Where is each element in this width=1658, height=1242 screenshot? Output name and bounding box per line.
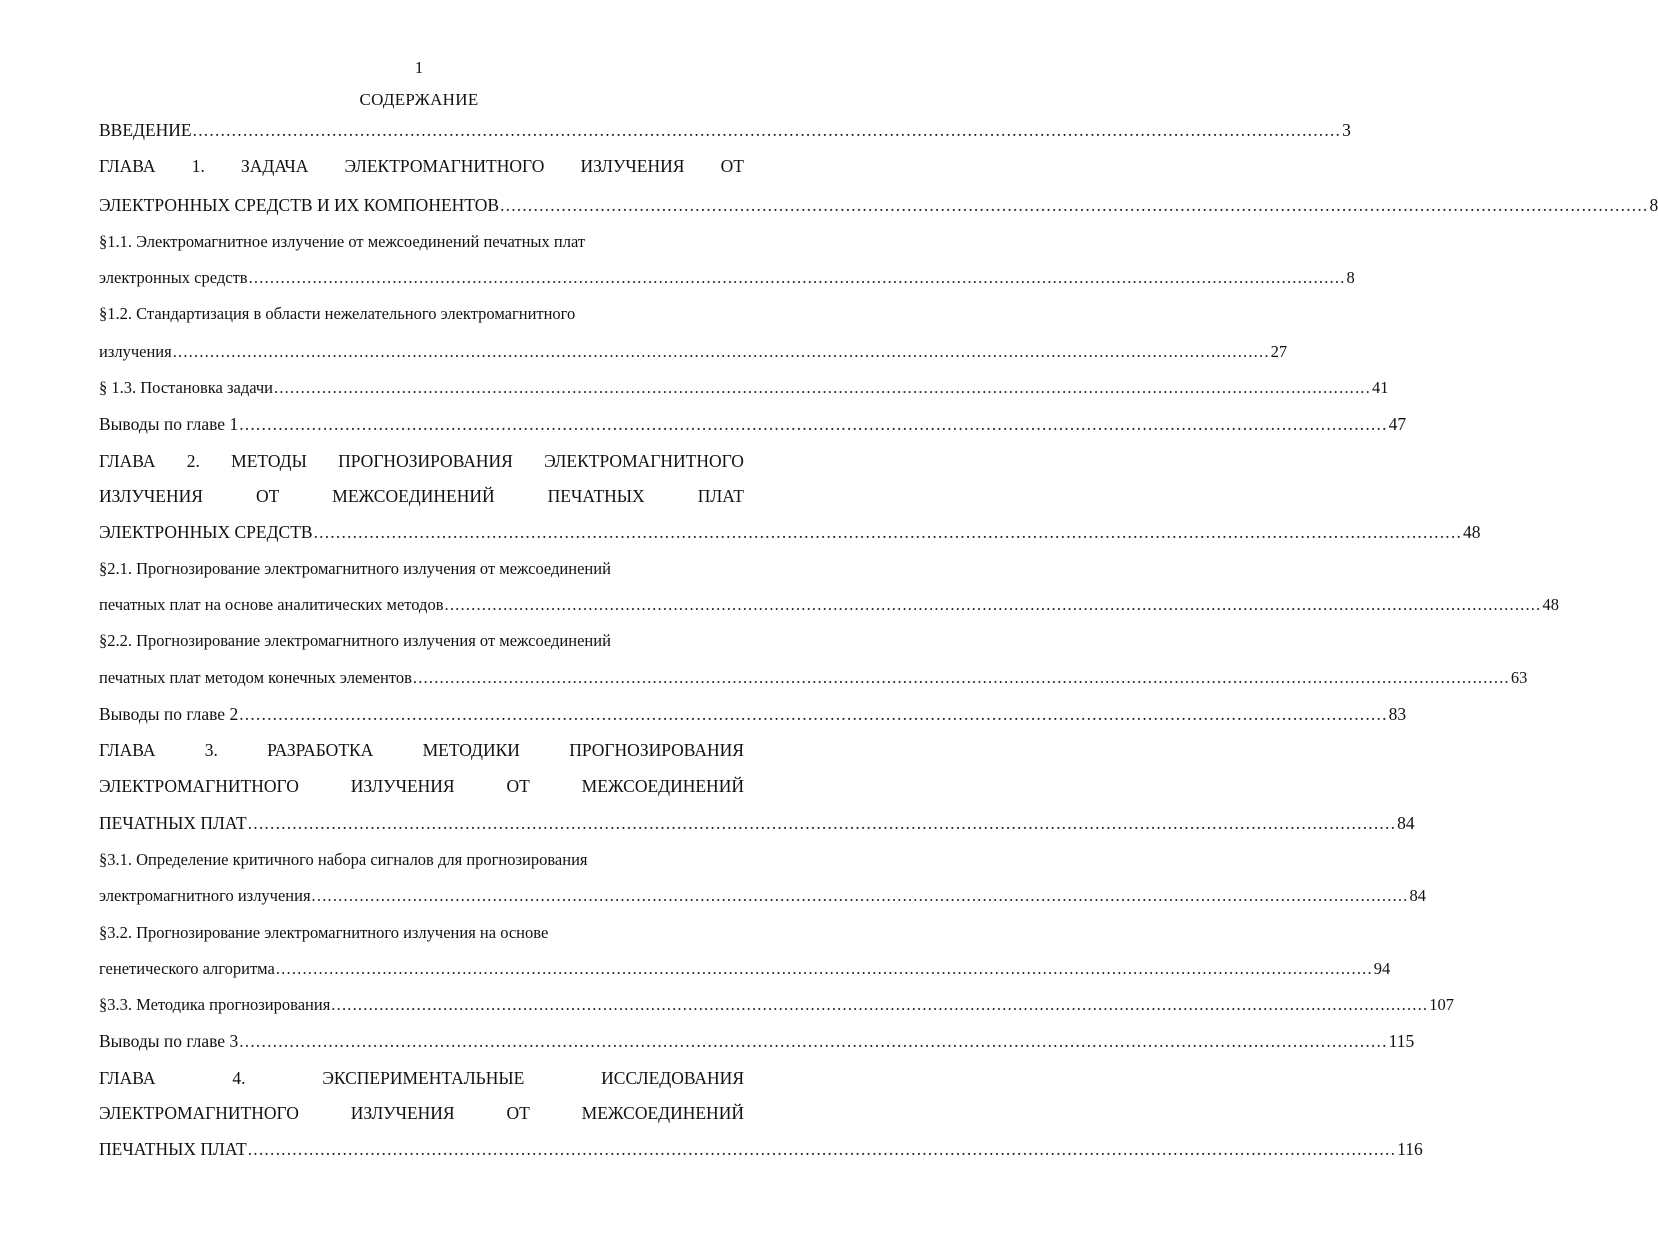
toc-leader-dots: ..............................................................................................................................................................................................................: [331, 995, 1429, 1014]
toc-entry-title: Выводы по главе 1: [99, 414, 239, 434]
toc-heading-line: [99, 154, 744, 178]
toc-leader-dots: ..............................................................................................................................................................................................................: [248, 268, 1346, 287]
toc-entry-title: электромагнитного излучения: [99, 886, 311, 905]
toc-page-number: 41: [1371, 378, 1389, 397]
toc-page-number: 115: [1388, 1031, 1415, 1051]
toc-entry: [99, 1137, 1423, 1161]
toc-leader-dots: ..............................................................................................................................................................................................................: [274, 378, 1371, 397]
toc-heading-word: 1.: [191, 156, 205, 176]
toc-heading-word: 2.: [186, 451, 200, 471]
toc-heading-word: ИССЛЕДОВАНИЯ: [601, 1068, 744, 1088]
toc-heading-word: ЭЛЕКТРОМАГНИТНОГО: [99, 776, 299, 796]
toc-entry: [99, 702, 1407, 726]
toc-entry-text: §3.2. Прогнозирование электромагнитного излучения на основе: [99, 923, 549, 942]
toc-heading-line: [99, 1066, 744, 1090]
toc-page-number: 47: [1388, 414, 1407, 434]
toc-heading-word: ЭЛЕКТРОМАГНИТНОГО: [544, 451, 744, 471]
toc-entry-text: §2.1. Прогнозирование электромагнитного излучения от межсоединений: [99, 559, 611, 578]
toc-page-number: 107: [1429, 995, 1454, 1014]
toc-page-number: 116: [1397, 1139, 1423, 1159]
toc-heading-word: ПРОГНОЗИРОВАНИЯ: [338, 451, 513, 471]
toc-entry: [99, 1029, 1415, 1053]
toc-leader-dots: ..............................................................................................................................................................................................................: [412, 668, 1510, 687]
toc-entry: [99, 193, 1658, 217]
toc-entry-title: печатных плат на основе аналитических методов: [99, 595, 444, 614]
toc-heading-word: ЗАДАЧА: [241, 156, 309, 176]
toc-heading-line: [99, 449, 744, 473]
toc-entry-text: §1.2. Стандартизация в области нежелательного электромагнитного: [99, 304, 576, 323]
toc-entry-title: Выводы по главе 2: [99, 704, 239, 724]
toc-entry: [99, 666, 1528, 690]
toc-heading-word: ОТ: [506, 1103, 530, 1123]
toc-heading-word: ЭКСПЕРИМЕНТАЛЬНЫЕ: [322, 1068, 525, 1088]
toc-heading-word: МЕЖСОЕДИНЕНИЙ: [581, 776, 744, 796]
toc-heading-word: ОТ: [720, 156, 744, 176]
toc-leader-dots: ..............................................................................................................................................................................................................: [313, 522, 1463, 542]
toc-page-number: 8: [1346, 268, 1355, 287]
toc-leader-dots: ..............................................................................................................................................................................................................: [275, 959, 1373, 978]
toc-entry-title: ПЕЧАТНЫХ ПЛАТ: [99, 813, 247, 833]
toc-leader-dots: ..............................................................................................................................................................................................................: [247, 813, 1397, 833]
toc-heading-word: 4.: [232, 1068, 246, 1088]
toc-entry-title: §3.3. Методика прогнозирования: [99, 995, 331, 1014]
toc-heading-word: ИЗЛУЧЕНИЯ: [99, 486, 203, 506]
toc-heading-word: ИЗЛУЧЕНИЯ: [350, 1103, 455, 1123]
toc-entry: [99, 884, 1426, 908]
toc-heading-word: ОТ: [506, 776, 530, 796]
toc-page-number: 84: [1409, 886, 1426, 905]
toc-entry: [99, 266, 1355, 290]
toc-heading-word: 3.: [204, 740, 218, 760]
toc-entry: [99, 593, 1559, 617]
toc-entry: [99, 412, 1407, 436]
toc-entry-title: излучения: [99, 342, 172, 361]
toc-leader-dots: ..............................................................................................................................................................................................................: [239, 414, 1388, 434]
toc-heading-word: ГЛАВА: [99, 1068, 156, 1088]
toc-page-number: 3: [1342, 120, 1351, 140]
toc-entry-title: § 1.3. Постановка задачи: [99, 378, 273, 397]
toc-entry-title: ВВЕДЕНИЕ: [99, 120, 192, 140]
toc-entry-title: печатных плат методом конечных элементов: [99, 668, 412, 687]
toc-heading-word: ЭЛЕКТРОМАГНИТНОГО: [344, 156, 545, 176]
toc-entry-title: ПЕЧАТНЫХ ПЛАТ: [99, 1139, 247, 1159]
toc-page-number: 27: [1270, 342, 1288, 361]
toc-page-number: 83: [1388, 704, 1407, 724]
toc-heading-word: ПРОГНОЗИРОВАНИЯ: [569, 740, 744, 760]
toc-leader-dots: ..............................................................................................................................................................................................................: [239, 1031, 1388, 1051]
toc-entry-text: §1.1. Электромагнитное излучение от межсоединений печатных плат: [99, 232, 586, 251]
toc-heading-word: РАЗРАБОТКА: [267, 740, 374, 760]
toc-entry-title: генетического алгоритма: [99, 959, 275, 978]
toc-entry-text: §2.2. Прогнозирование электромагнитного излучения от межсоединений: [99, 631, 611, 650]
toc-title: СОДЕРЖАНИЕ: [359, 90, 479, 109]
page-number: 1: [414, 58, 424, 77]
toc-leader-dots: ..............................................................................................................................................................................................................: [192, 120, 1342, 140]
toc-entry: [99, 811, 1415, 835]
toc-page-number: 48: [1463, 522, 1481, 542]
toc-heading-word: ГЛАВА: [99, 451, 156, 471]
toc-page-number: 94: [1373, 959, 1391, 978]
toc-page-number: 48: [1542, 595, 1559, 614]
toc-heading-line: [99, 1101, 744, 1125]
toc-leader-dots: ..............................................................................................................................................................................................................: [500, 195, 1649, 215]
toc-heading-word: ПЛАТ: [697, 486, 744, 506]
toc-heading-word: ГЛАВА: [99, 156, 156, 176]
toc-entry: [99, 340, 1288, 364]
toc-entry: [99, 520, 1481, 544]
toc-heading-word: ГЛАВА: [99, 740, 156, 760]
toc-entry: [99, 957, 1391, 981]
toc-entry: [99, 993, 1454, 1017]
toc-heading-word: ИЗЛУЧЕНИЯ: [350, 776, 455, 796]
toc-entry-title: ЭЛЕКТРОННЫХ СРЕДСТВ И ИХ КОМПОНЕНТОВ: [99, 195, 500, 215]
toc-entry-title: электронных средств: [99, 268, 248, 287]
toc-heading-word: МЕТОДЫ: [231, 451, 307, 471]
toc-page-number: 84: [1397, 813, 1415, 833]
toc-entry-title: Выводы по главе 3: [99, 1031, 239, 1051]
toc-leader-dots: ..............................................................................................................................................................................................................: [247, 1139, 1397, 1159]
toc-entry: [99, 376, 1389, 400]
toc-heading-word: ПЕЧАТНЫХ: [547, 486, 645, 506]
toc-leader-dots: ..............................................................................................................................................................................................................: [239, 704, 1388, 724]
toc-entry: [99, 118, 1351, 142]
toc-heading-word: ИЗЛУЧЕНИЯ: [580, 156, 685, 176]
toc-heading-line: [99, 774, 744, 798]
toc-page-number: 63: [1510, 668, 1528, 687]
toc-leader-dots: ..............................................................................................................................................................................................................: [444, 595, 1542, 614]
toc-entry-title: ЭЛЕКТРОННЫХ СРЕДСТВ: [99, 522, 313, 542]
toc-leader-dots: ..............................................................................................................................................................................................................: [172, 342, 1270, 361]
toc-entry-text: §3.1. Определение критичного набора сигналов для прогнозирования: [99, 850, 588, 869]
toc-heading-word: МЕТОДИКИ: [422, 740, 520, 760]
toc-heading-word: ЭЛЕКТРОМАГНИТНОГО: [99, 1103, 299, 1123]
toc-leader-dots: ..............................................................................................................................................................................................................: [311, 886, 1409, 905]
toc-heading-line: [99, 484, 744, 508]
toc-page-number: 8: [1649, 195, 1658, 215]
toc-heading-word: ОТ: [255, 486, 280, 506]
toc-heading-word: МЕЖСОЕДИНЕНИЙ: [581, 1103, 744, 1123]
toc-heading-line: [99, 738, 744, 762]
toc-heading-word: МЕЖСОЕДИНЕНИЙ: [332, 486, 495, 506]
